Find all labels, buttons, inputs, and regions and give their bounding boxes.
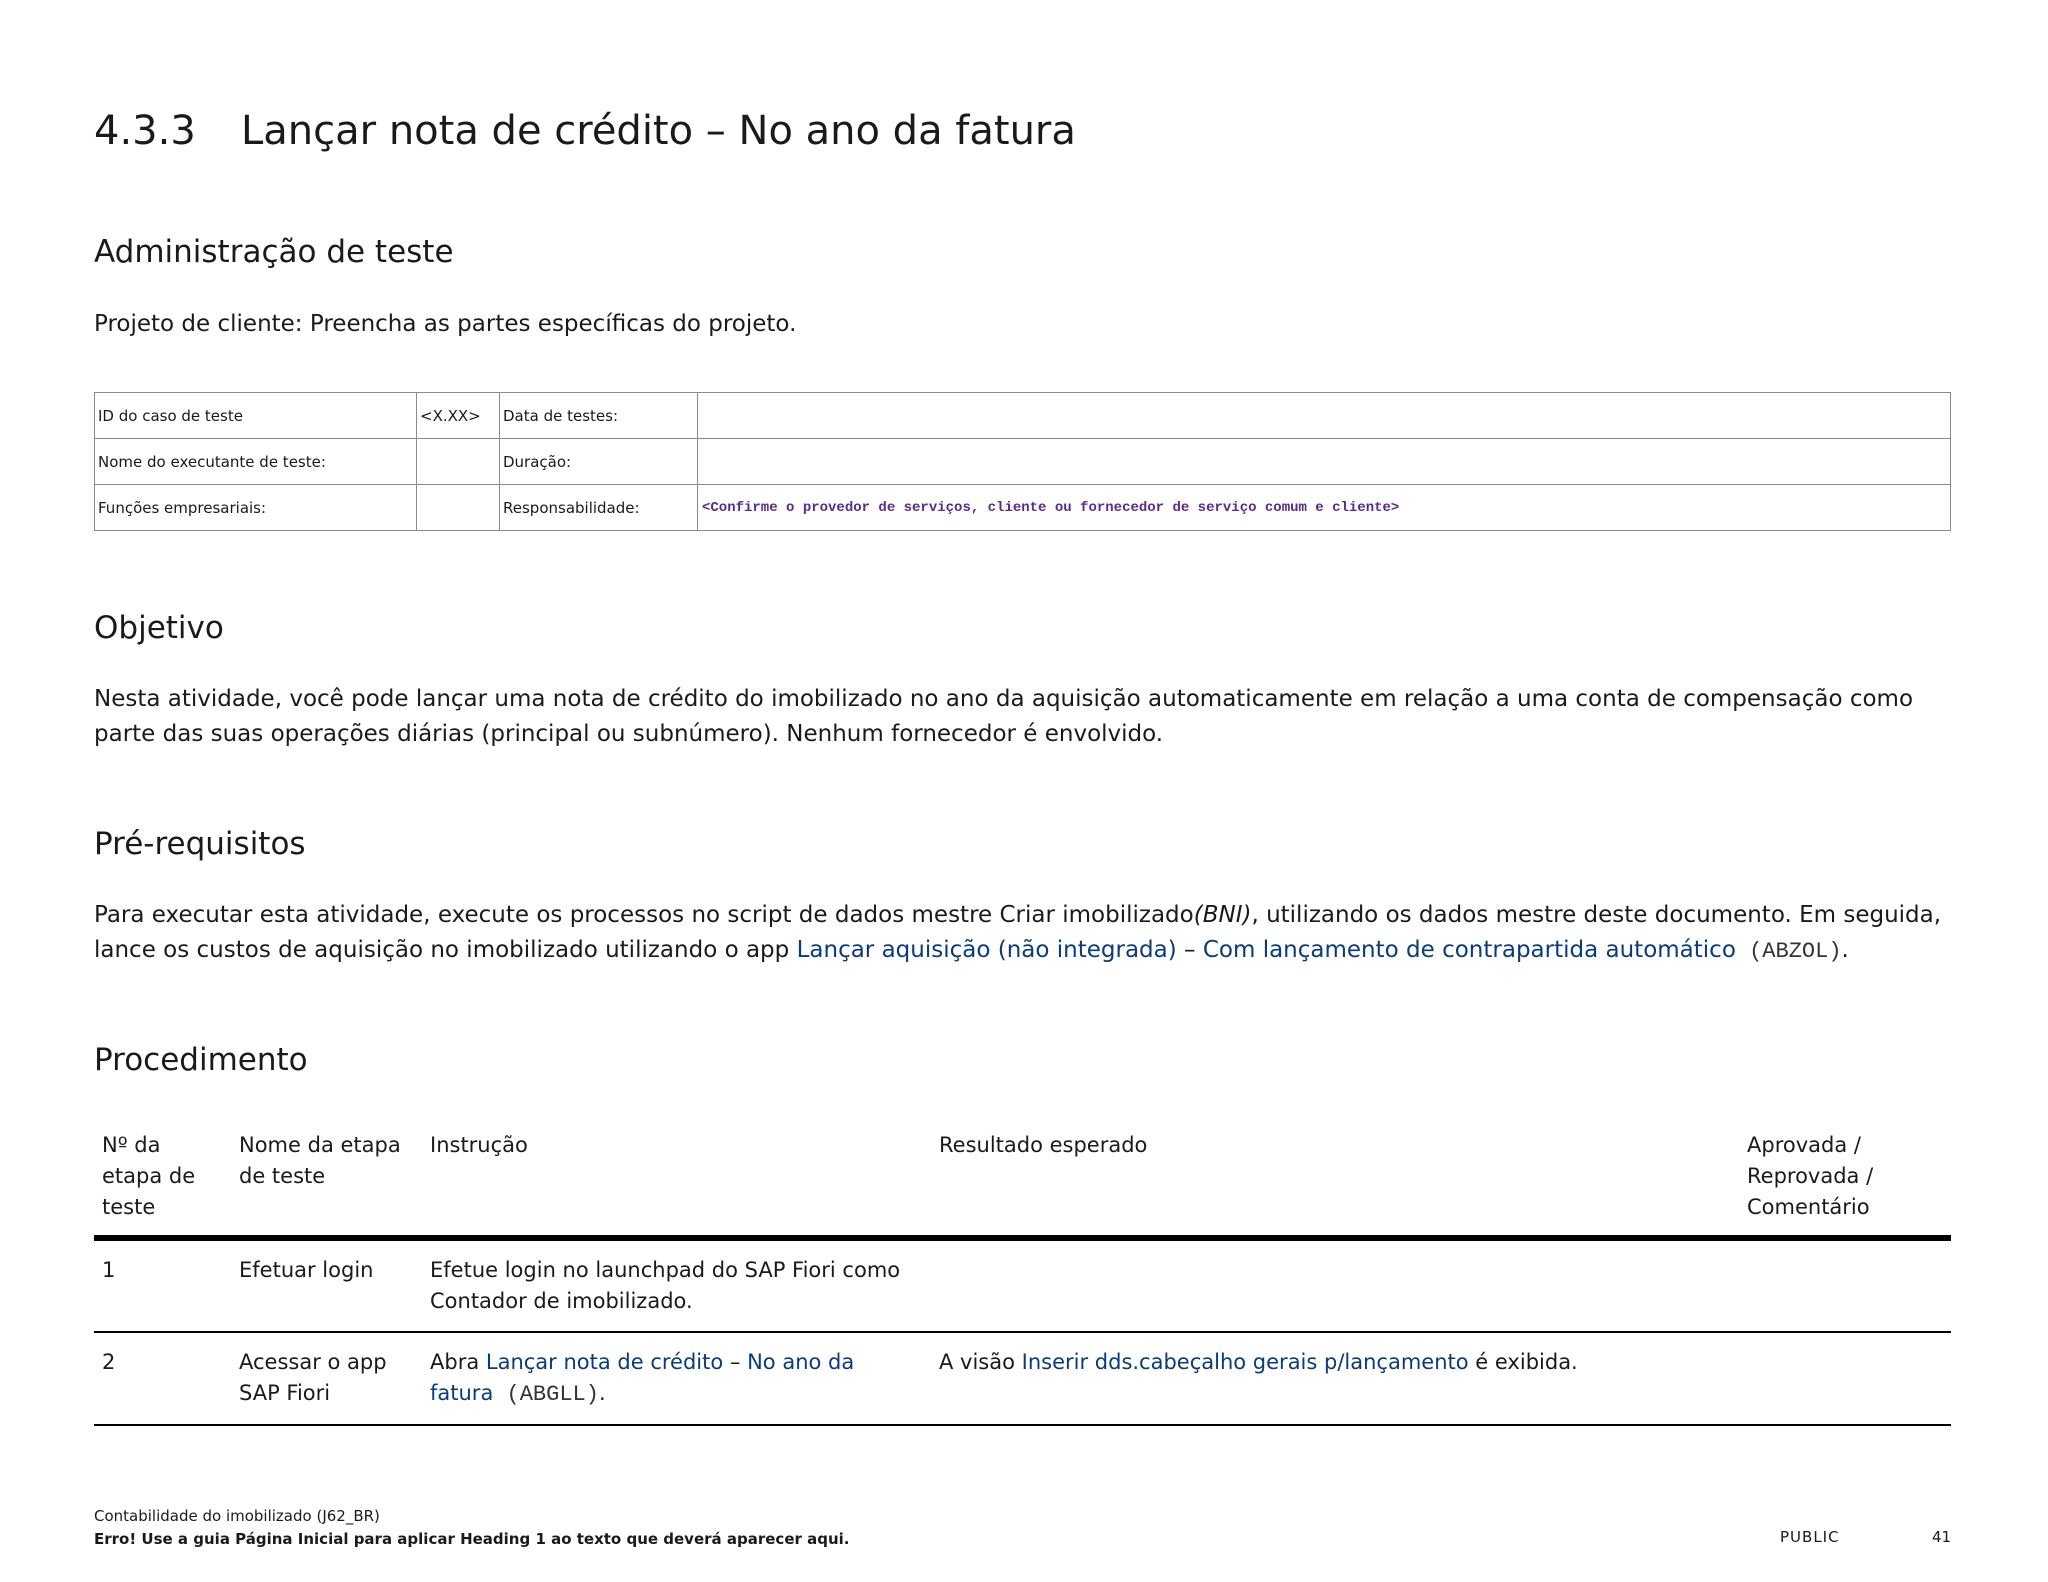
step-approval[interactable] [1739,1332,1951,1425]
expected-prefix: A visão [939,1350,1022,1374]
link-header-data-view[interactable]: Inserir dds.cabeçalho gerais p/lançamento [1021,1350,1469,1374]
col-step-name: Nome da etapa de teste [231,1124,422,1238]
procedure-table [94,1124,1951,1426]
section-number: 4.3.3 [94,108,196,154]
col-instruction: Instrução [422,1124,931,1238]
footer-left [94,1505,850,1551]
step-no: 2 [94,1332,231,1425]
footer-error-text: Erro! Use a guia Página Inicial para aplicar Heading 1 ao texto que deverá aparecer aqui. [94,1530,850,1548]
step-expected [931,1332,1739,1425]
procedure-header-row [94,1124,1951,1238]
admin-heading: Administração de teste [94,234,454,270]
section-title: Lançar nota de crédito – No ano da fatura [241,108,1076,154]
footer-classification: PUBLIC [1780,1528,1840,1546]
expected-suffix: é exibida. [1468,1350,1578,1374]
step-no: 1 [94,1238,231,1332]
table-row [94,1332,1951,1425]
step-instruction: Efetue login no launchpad do SAP Fiori como Contador de imobilizado. [422,1238,931,1332]
admin-row [95,439,1951,485]
responsibility-label: Responsabilidade: [500,485,698,531]
link-post-acquisition[interactable]: Lançar aquisição (não integrada) [796,937,1177,963]
test-date-label: Data de testes: [500,393,698,439]
col-expected: Resultado esperado [931,1124,1739,1238]
tester-name-label: Nome do executante de teste: [95,439,417,485]
admin-intro: Projeto de cliente: Preencha as partes específicas do projeto. [94,311,797,337]
business-roles-value[interactable] [417,485,500,531]
step-instruction [422,1332,931,1425]
test-case-id-label: ID do caso de teste [95,393,417,439]
test-date-value[interactable] [698,393,1951,439]
prereq-text-1: Para executar esta atividade, execute os processos no script de dados mestre Criar imobilizado [94,902,1194,928]
instruction-dash: – [723,1350,748,1374]
objective-heading: Objetivo [94,610,224,646]
footer-doc-title: Contabilidade do imobilizado (J62_BR) [94,1507,380,1525]
table-row [94,1238,1951,1332]
step-approval[interactable] [1739,1238,1951,1332]
prerequisites-text [94,898,1954,969]
procedure-heading: Procedimento [94,1042,308,1078]
duration-label: Duração: [500,439,698,485]
col-step-no: Nº da etapa de teste [94,1124,231,1238]
responsibility-hint[interactable]: <Confirme o provedor de serviços, cliente ou fornecedor de serviço comum e cliente> [698,485,1951,531]
admin-row [95,393,1951,439]
step-name: Efetuar login [231,1238,422,1332]
step-expected [931,1238,1739,1332]
prereq-dash: – [1176,937,1203,963]
link-automatic-offset[interactable]: Com lançamento de contrapartida automático [1202,937,1736,963]
section-heading [94,108,1076,154]
prereq-bni: (BNI) [1193,902,1252,928]
admin-table [94,392,1951,531]
business-roles-label: Funções empresariais: [95,485,417,531]
prereq-code: (ABZOL) [1735,939,1842,964]
instruction-period: . [598,1381,606,1405]
prereq-text-2: , utilizando os dados mestre deste documento. Em seguida, lance os custos de aquisição no imobilizado utilizando o app [94,902,1942,963]
duration-value[interactable] [698,439,1951,485]
instruction-prefix: Abra [430,1350,486,1374]
col-approval: Aprovada / Reprovada / Comentário [1739,1124,1951,1238]
prereq-period: . [1841,937,1849,963]
admin-row [95,485,1951,531]
step-name: Acessar o app SAP Fiori [231,1332,422,1425]
link-invoice-year[interactable]: No ano da fatura [430,1350,855,1405]
objective-text: Nesta atividade, você pode lançar uma nota de crédito do imobilizado no ano da aquisição automaticamente em relação a uma conta de compensação como parte das suas operações diárias (principal ou subnúmero). Nenhum fornecedor é envolvido. [94,686,1914,747]
prerequisites-heading: Pré-requisitos [94,826,306,862]
test-case-id-value[interactable]: <X.XX> [417,393,500,439]
instruction-code: (ABGLL) [493,1382,599,1407]
link-post-credit-memo[interactable]: Lançar nota de crédito [485,1350,724,1374]
footer-page-number: 41 [1932,1528,1952,1546]
tester-name-value[interactable] [417,439,500,485]
